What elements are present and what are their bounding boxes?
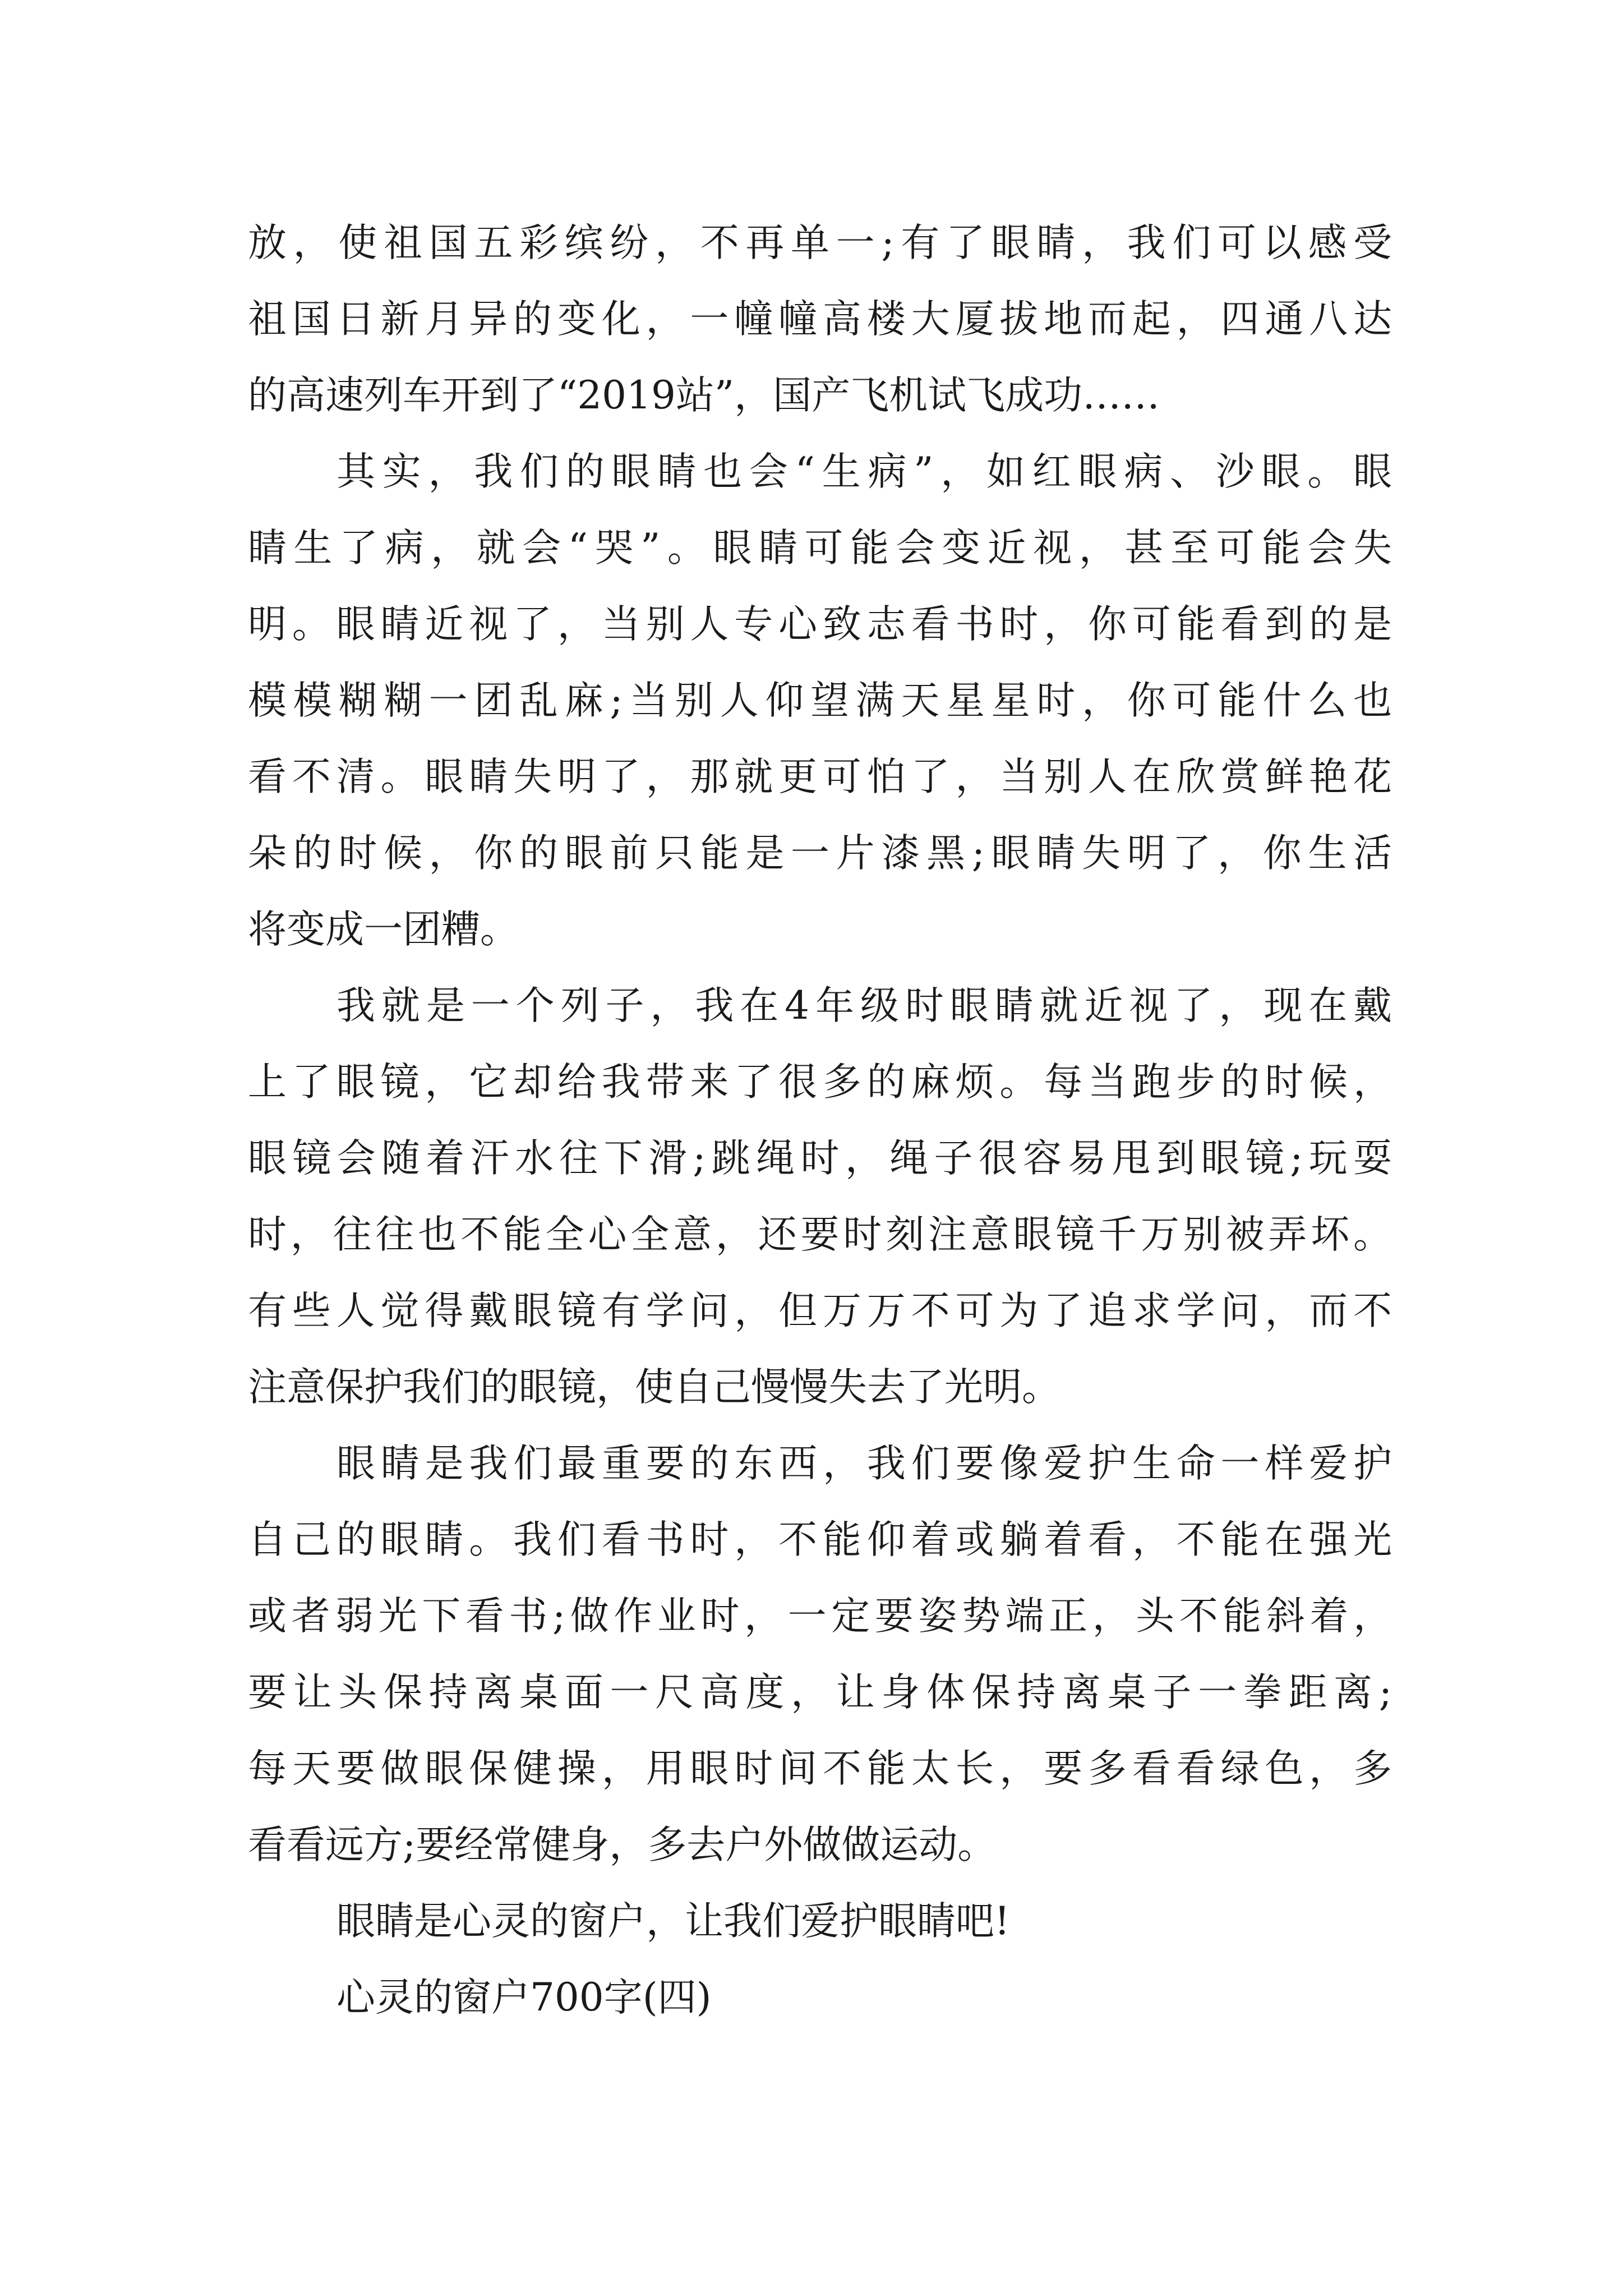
text-line: 明。眼睛近视了，当别人专心致志看书时，你可能看到的是	[248, 602, 1392, 647]
text-line: 朵的时候，你的眼前只能是一片漆黑;眼睛失明了，你生活	[248, 831, 1392, 876]
section-heading: 心灵的窗户700字(四)	[336, 1975, 712, 2020]
text-line: 自己的眼睛。我们看书时，不能仰着或躺着看，不能在强光	[248, 1517, 1392, 1562]
text-line: 眼镜会随着汗水往下滑;跳绳时，绳子很容易甩到眼镜;玩耍	[248, 1136, 1392, 1181]
text-line: 注意保护我们的眼镜，使自己慢慢失去了光明。	[248, 1365, 1061, 1410]
text-line: 眼睛是心灵的窗户，让我们爱护眼睛吧!	[336, 1899, 1010, 1944]
text-line: 有些人觉得戴眼镜有学问，但万万不可为了追求学问，而不	[248, 1289, 1392, 1333]
text-line: 眼睛是我们最重要的东西，我们要像爱护生命一样爱护	[336, 1441, 1392, 1486]
text-line: 或者弱光下看书;做作业时，一定要姿势端正，头不能斜着，	[248, 1594, 1392, 1639]
text-line: 上了眼镜，它却给我带来了很多的麻烦。每当跑步的时候，	[248, 1060, 1392, 1105]
text-line: 放，使祖国五彩缤纷，不再单一;有了眼睛，我们可以感受	[248, 220, 1392, 265]
text-line: 看看远方;要经常健身，多去户外做做运动。	[248, 1823, 997, 1867]
text-line: 我就是一个列子，我在4年级时眼睛就近视了，现在戴	[336, 983, 1392, 1028]
text-line: 看不清。眼睛失明了，那就更可怕了，当别人在欣赏鲜艳花	[248, 754, 1392, 799]
text-line: 其实，我们的眼睛也会“生病”，如红眼病、沙眼。眼	[336, 449, 1392, 494]
text-line: 将变成一团糟。	[248, 907, 519, 952]
text-line: 时，往往也不能全心全意，还要时刻注意眼镜千万别被弄坏。	[248, 1212, 1392, 1257]
text-line: 模模糊糊一团乱麻;当别人仰望满天星星时，你可能什么也	[248, 678, 1392, 723]
text-line: 的高速列车开到了“2019站”，国产飞机试飞成功……	[248, 373, 1160, 418]
text-line: 要让头保持离桌面一尺高度，让身体保持离桌子一拳距离;	[248, 1670, 1392, 1715]
text-line: 每天要做眼保健操，用眼时间不能太长，要多看看绿色，多	[248, 1746, 1392, 1791]
text-line: 睛生了病，就会“哭”。眼睛可能会变近视，甚至可能会失	[248, 526, 1392, 570]
text-line: 祖国日新月异的变化，一幢幢高楼大厦拔地而起，四通八达	[248, 297, 1392, 342]
